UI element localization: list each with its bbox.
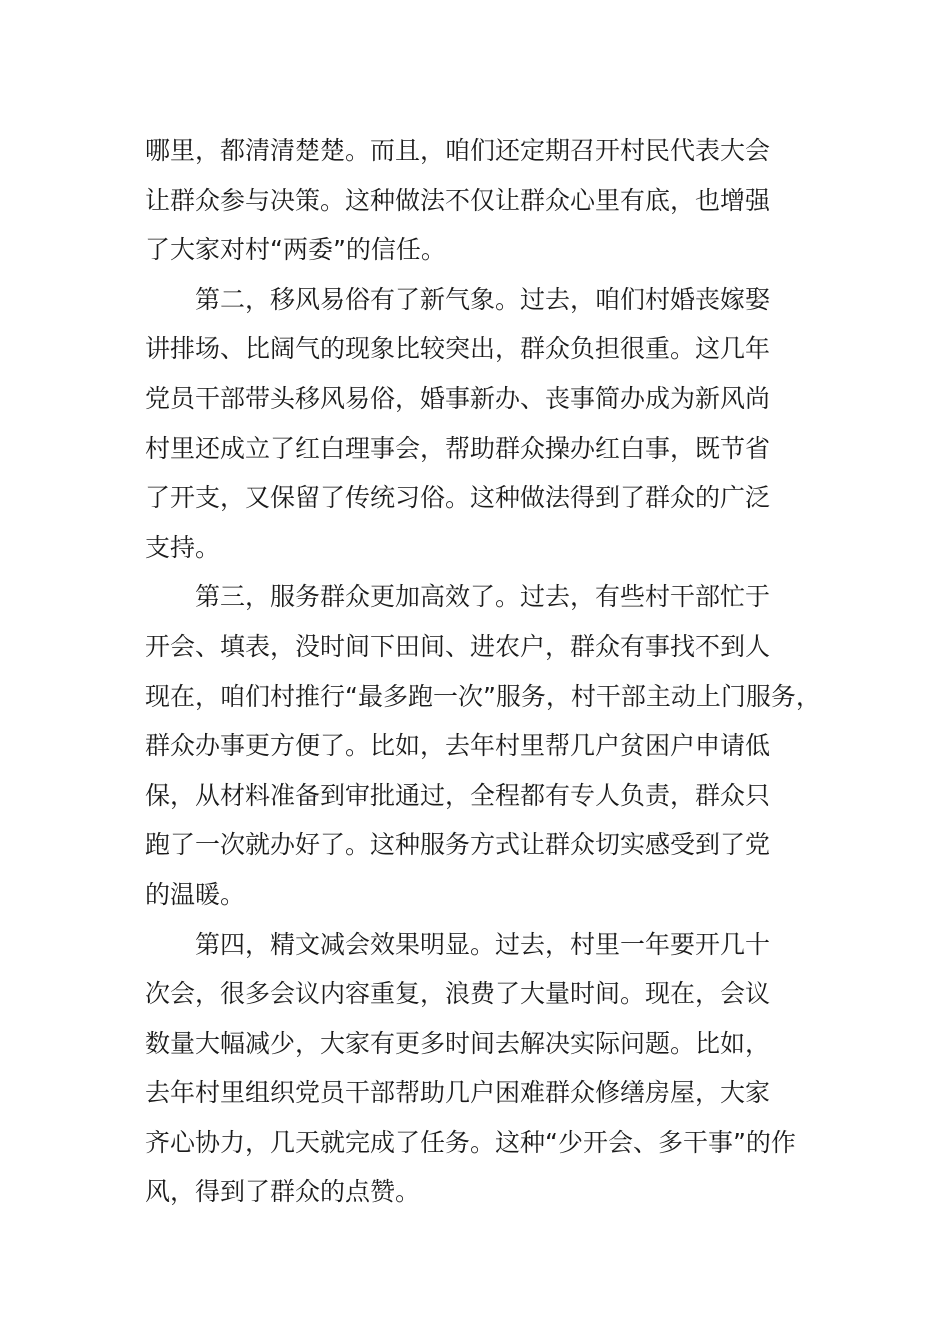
text-line: 哪里，都清清楚楚。而且，咱们还定期召开村民代表大会 xyxy=(145,136,771,165)
text-line: 讲排场、比阔气的现象比较突出，群众负担很重。这几年 xyxy=(145,334,771,364)
text-line: 齐心协力，几天就完成了任务。这种“少开会、多干事”的作 xyxy=(145,1127,796,1157)
text-line: 跑了一次就办好了。这种服务方式让群众切实感受到了党 xyxy=(145,830,771,860)
text-line: 支持。 xyxy=(145,532,221,562)
text-line: 次会，很多会议内容重复，浪费了大量时间。现在，会议 xyxy=(145,979,771,1009)
paragraph-2-first-line: 第二，移风易俗有了新气象。过去，咱们村婚丧嫁娶 xyxy=(195,284,771,314)
paragraph-3-first-line: 第三，服务群众更加高效了。过去，有些村干部忙于 xyxy=(195,582,771,612)
text-line: 了开支，又保留了传统习俗。这种做法得到了群众的广泛 xyxy=(145,483,771,513)
text-line: 村里还成立了红白理事会，帮助群众操办红白事，既节省 xyxy=(145,433,771,463)
text-line: 现在，咱们村推行“最多跑一次”服务，村干部主动上门服务， xyxy=(145,681,821,711)
paragraph-4-first-line: 第四，精文减会效果明显。过去，村里一年要开几十 xyxy=(195,929,771,959)
body-text xyxy=(145,126,835,1217)
text-line: 了大家对村“两委”的信任。 xyxy=(145,235,446,265)
text-line: 风，得到了群众的点赞。 xyxy=(145,1177,421,1207)
text-line: 数量大幅减少，大家有更多时间去解决实际问题。比如， xyxy=(145,1028,771,1058)
text-line: 保，从材料准备到审批通过，全程都有专人负责，群众只 xyxy=(145,780,771,810)
text-line: 的温暖。 xyxy=(145,879,246,909)
text-line: 群众办事更方便了。比如，去年村里帮几户贫困户申请低 xyxy=(145,731,771,761)
text-line: 开会、填表，没时间下田间、进农户，群众有事找不到人 xyxy=(145,631,771,661)
text-line: 让群众参与决策。这种做法不仅让群众心里有底，也增强 xyxy=(145,185,771,215)
text-line: 党员干部带头移风易俗，婚事新办、丧事简办成为新风尚 xyxy=(145,383,771,413)
text-line: 去年村里组织党员干部帮助几户困难群众修缮房屋，大家 xyxy=(145,1078,771,1108)
